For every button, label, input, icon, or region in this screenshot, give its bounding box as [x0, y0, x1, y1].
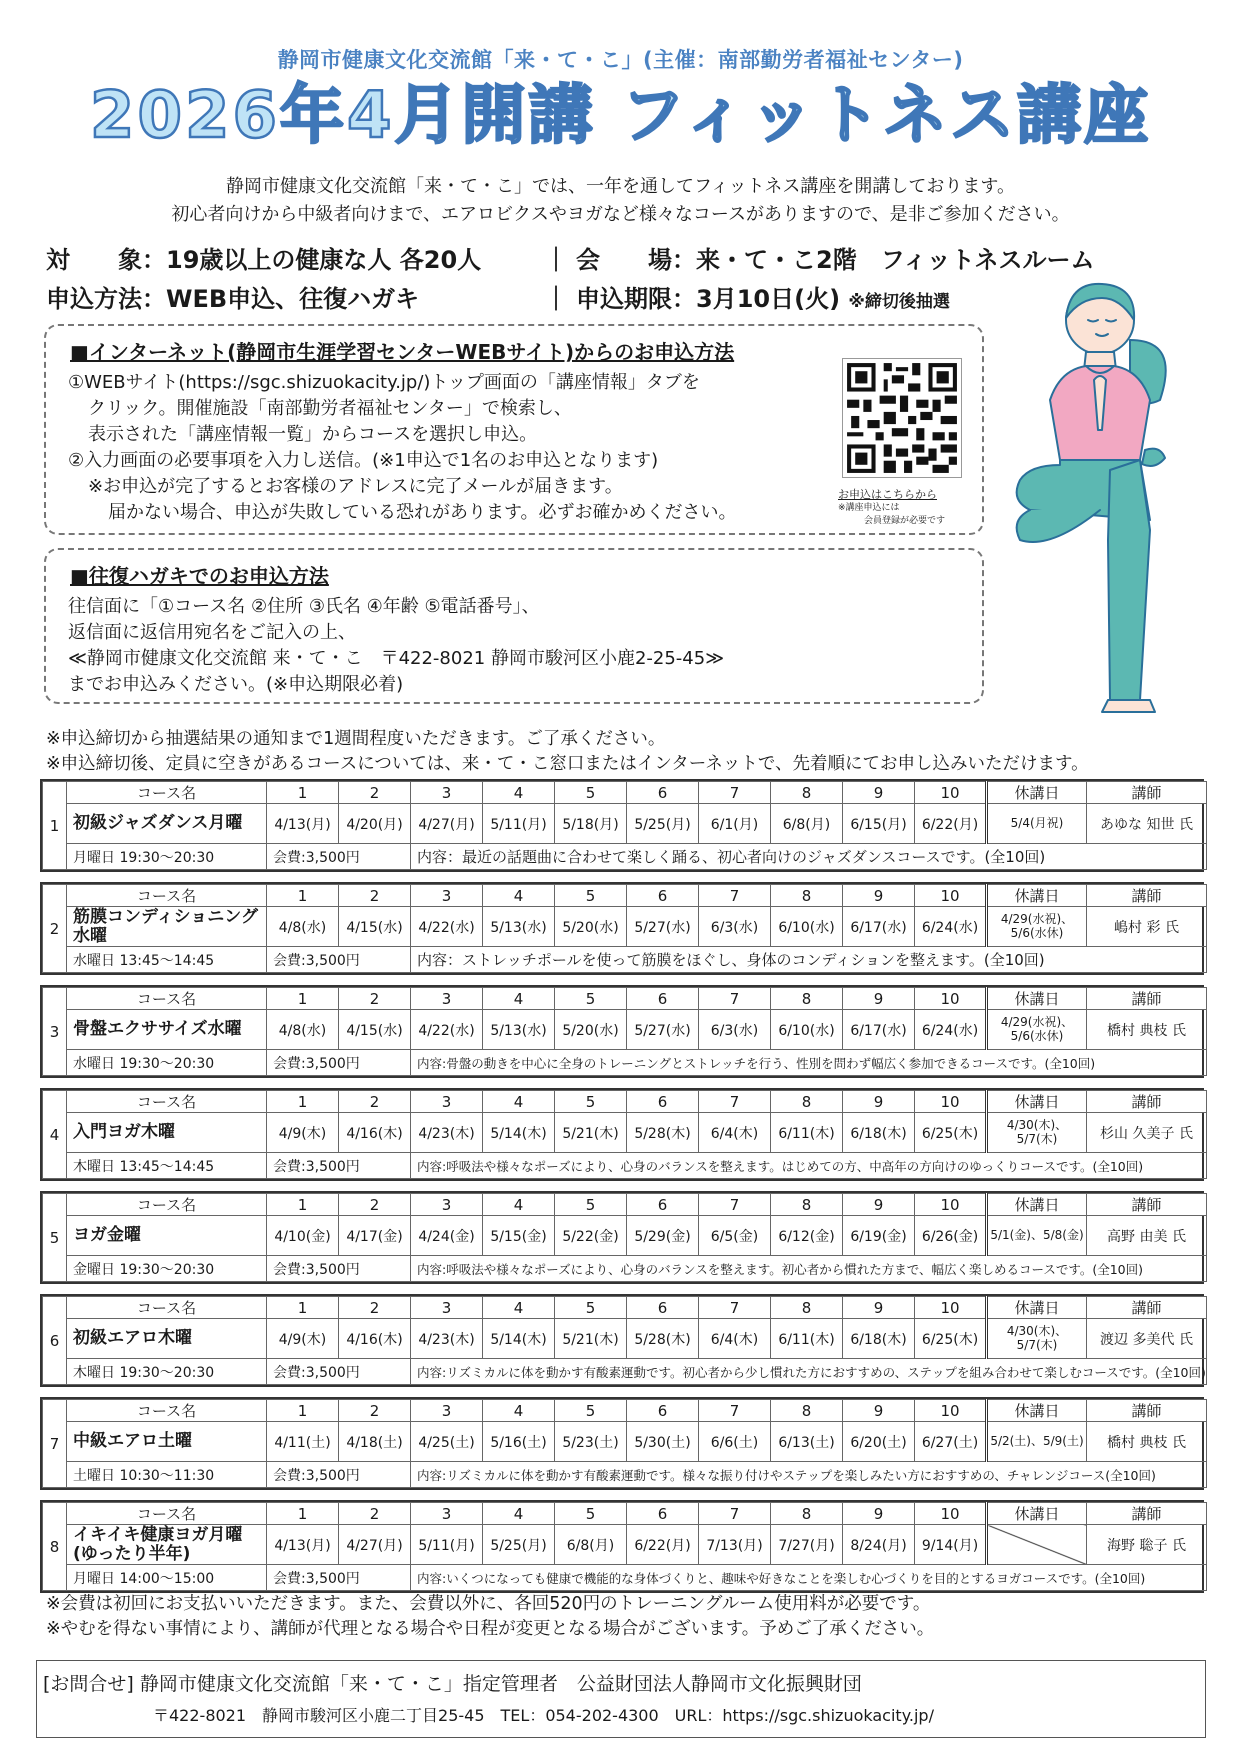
- session-header: 7: [699, 1503, 771, 1525]
- session-header: 3: [411, 1503, 483, 1525]
- holiday-dates: 4/30(木)、5/7(木): [987, 1113, 1087, 1153]
- session-header: 2: [339, 1194, 411, 1216]
- course-table: [40, 1191, 1204, 1284]
- course-content: 内容：ストレッチポールを使って筋膜をほぐし、身体のコンディションを整えます。(全10回): [411, 947, 1207, 973]
- session-header: 10: [915, 1400, 987, 1422]
- session-date: 4/23(木): [411, 1319, 483, 1359]
- course-name: ヨガ金曜: [67, 1216, 267, 1256]
- course-time: 水曜日 13:45～14:45: [67, 947, 267, 973]
- course-table: [40, 882, 1204, 975]
- session-header: 1: [267, 1503, 339, 1525]
- session-header: 6: [627, 1503, 699, 1525]
- session-header: 3: [411, 988, 483, 1010]
- session-header: 5: [555, 1194, 627, 1216]
- course-name-header: コース名: [67, 1091, 267, 1113]
- session-date: 4/15(水): [339, 1010, 411, 1050]
- session-date: 4/9(木): [267, 1319, 339, 1359]
- instructor-name: 渡辺 多美代 氏: [1087, 1319, 1207, 1359]
- internet-line: ※お申込が完了するとお客様のアドレスに完了メールが届きます。: [88, 476, 623, 497]
- course-name-header: コース名: [67, 782, 267, 804]
- session-header: 7: [699, 1400, 771, 1422]
- yoga-woman-illustration: [990, 280, 1200, 720]
- session-header: 10: [915, 1503, 987, 1525]
- postcard-box-heading: ■往復ハガキでのお申込方法: [70, 564, 329, 588]
- session-date: 6/4(木): [699, 1319, 771, 1359]
- session-header: 8: [771, 1091, 843, 1113]
- session-header: 1: [267, 988, 339, 1010]
- instructor-header: 講師: [1087, 988, 1207, 1010]
- session-date: 6/26(金): [915, 1216, 987, 1256]
- session-header: 4: [483, 1194, 555, 1216]
- course-table: [40, 985, 1204, 1078]
- course-name-header: コース名: [67, 1503, 267, 1525]
- holiday-dates: 4/29(水祝)、5/6(水休): [987, 907, 1087, 947]
- session-date: 5/25(月): [627, 804, 699, 844]
- internet-line: 表示された「講座情報一覧」からコースを選択し申込。: [88, 424, 538, 445]
- course-fee: 会費:3,500円: [267, 1565, 411, 1591]
- session-date: 9/14(月): [915, 1525, 987, 1565]
- session-header: 10: [915, 988, 987, 1010]
- session-date: 6/22(月): [627, 1525, 699, 1565]
- session-date: 4/20(月): [339, 804, 411, 844]
- course-content: 内容：最近の話題曲に合わせて楽しく踊る、初心者向けのジャズダンスコースです。(全10回): [411, 844, 1207, 870]
- instructor-header: 講師: [1087, 1297, 1207, 1319]
- instructor-name: 嶋村 彩 氏: [1087, 907, 1207, 947]
- session-date: 4/8(水): [267, 1010, 339, 1050]
- session-date: 5/14(木): [483, 1319, 555, 1359]
- session-header: 3: [411, 1400, 483, 1422]
- session-header: 5: [555, 782, 627, 804]
- holiday-header: 休講日: [987, 885, 1087, 907]
- session-header: 3: [411, 1297, 483, 1319]
- session-date: 6/3(水): [699, 1010, 771, 1050]
- session-date: 5/13(水): [483, 907, 555, 947]
- qr-code-icon[interactable]: [842, 358, 962, 478]
- session-date: 4/24(金): [411, 1216, 483, 1256]
- session-header: 5: [555, 1503, 627, 1525]
- holiday-header: 休講日: [987, 1091, 1087, 1113]
- session-date: 6/18(木): [843, 1113, 915, 1153]
- session-header: 6: [627, 1400, 699, 1422]
- session-header: 9: [843, 1503, 915, 1525]
- internet-line: ①WEBサイト(https://sgc.shizuokacity.jp/)トップ画面の「講座情報」タブを: [68, 372, 700, 393]
- session-header: 10: [915, 782, 987, 804]
- course-table: [40, 1397, 1204, 1490]
- session-header: 9: [843, 885, 915, 907]
- course-time: 月曜日 19:30～20:30: [67, 844, 267, 870]
- session-header: 8: [771, 1297, 843, 1319]
- contact-box: [36, 1660, 1206, 1738]
- session-date: 7/27(月): [771, 1525, 843, 1565]
- instructor-name: 杉山 久美子 氏: [1087, 1113, 1207, 1153]
- internet-line: 届かない場合、申込が失敗している恐れがあります。必ずお確かめください。: [108, 502, 737, 523]
- holiday-header: 休講日: [987, 1503, 1087, 1525]
- session-header: 2: [339, 782, 411, 804]
- holiday-header: 休講日: [987, 782, 1087, 804]
- session-date: 6/18(木): [843, 1319, 915, 1359]
- session-header: 1: [267, 1297, 339, 1319]
- session-date: 5/20(水): [555, 907, 627, 947]
- deadline-text: 申込期限：3月10日(火): [576, 285, 841, 313]
- session-header: 7: [699, 1194, 771, 1216]
- instructor-name: 橋村 典枝 氏: [1087, 1422, 1207, 1462]
- course-number: 2: [43, 885, 67, 973]
- session-header: 7: [699, 988, 771, 1010]
- course-name: 中級エアロ土曜: [67, 1422, 267, 1462]
- session-header: 1: [267, 1091, 339, 1113]
- session-date: 5/18(月): [555, 804, 627, 844]
- qr-note-register-2: 会員登録が必要です: [864, 516, 946, 526]
- course-name-header: コース名: [67, 1297, 267, 1319]
- postcard-application-box: [44, 548, 984, 704]
- session-header: 4: [483, 1503, 555, 1525]
- internet-application-box: [44, 324, 984, 535]
- session-date: 4/18(土): [339, 1422, 411, 1462]
- session-date: 5/21(木): [555, 1319, 627, 1359]
- session-date: 4/23(木): [411, 1113, 483, 1153]
- session-header: 5: [555, 988, 627, 1010]
- session-date: 5/28(木): [627, 1319, 699, 1359]
- session-date: 5/13(水): [483, 1010, 555, 1050]
- session-date: 6/11(木): [771, 1113, 843, 1153]
- session-date: 6/17(水): [843, 1010, 915, 1050]
- session-date: 6/17(水): [843, 907, 915, 947]
- session-header: 10: [915, 1091, 987, 1113]
- session-date: 8/24(月): [843, 1525, 915, 1565]
- session-header: 9: [843, 782, 915, 804]
- internet-box-heading: ■インターネット(静岡市生涯学習センターWEBサイト)からのお申込方法: [70, 340, 735, 364]
- session-date: 5/16(土): [483, 1422, 555, 1462]
- course-name: イキイキ健康ヨガ月曜(ゆったり半年): [67, 1525, 267, 1565]
- session-header: 1: [267, 1194, 339, 1216]
- session-date: 6/13(土): [771, 1422, 843, 1462]
- session-date: 6/5(金): [699, 1216, 771, 1256]
- instructor-header: 講師: [1087, 782, 1207, 804]
- session-date: 6/4(木): [699, 1113, 771, 1153]
- session-date: 4/17(金): [339, 1216, 411, 1256]
- course-number: 6: [43, 1297, 67, 1385]
- holiday-header: 休講日: [987, 988, 1087, 1010]
- session-date: 6/25(木): [915, 1319, 987, 1359]
- holiday-dates: 5/1(金)、5/8(金): [987, 1216, 1087, 1256]
- contact-organization: [お問合せ] 静岡市健康文化交流館「来・て・こ」指定管理者 公益財団法人静岡市文化振興財団: [43, 1673, 862, 1695]
- session-header: 10: [915, 1297, 987, 1319]
- session-date: 6/19(金): [843, 1216, 915, 1256]
- course-fee: 会費:3,500円: [267, 844, 411, 870]
- session-header: 2: [339, 1091, 411, 1113]
- course-table: [40, 779, 1204, 872]
- session-header: 5: [555, 885, 627, 907]
- session-header: 4: [483, 885, 555, 907]
- holiday-header: 休講日: [987, 1194, 1087, 1216]
- session-date: 4/15(水): [339, 907, 411, 947]
- session-header: 10: [915, 885, 987, 907]
- instructor-name: 橋村 典枝 氏: [1087, 1010, 1207, 1050]
- session-header: 1: [267, 782, 339, 804]
- session-header: 8: [771, 885, 843, 907]
- session-header: 4: [483, 988, 555, 1010]
- session-date: 4/16(木): [339, 1319, 411, 1359]
- session-date: 6/11(木): [771, 1319, 843, 1359]
- instructor-name: 高野 由美 氏: [1087, 1216, 1207, 1256]
- page-title: 2026年4月開講 フィットネス講座: [89, 79, 1152, 153]
- session-date: 5/11(月): [411, 1525, 483, 1565]
- info-separator: ｜: [544, 246, 568, 274]
- session-date: 4/16(木): [339, 1113, 411, 1153]
- session-date: 6/1(月): [699, 804, 771, 844]
- holiday-dates: 5/2(土)、5/9(土): [987, 1422, 1087, 1462]
- session-date: 7/13(月): [699, 1525, 771, 1565]
- session-date: 4/9(木): [267, 1113, 339, 1153]
- session-date: 6/12(金): [771, 1216, 843, 1256]
- session-date: 5/23(土): [555, 1422, 627, 1462]
- session-date: 5/29(金): [627, 1216, 699, 1256]
- instructor-name: 海野 聡子 氏: [1087, 1525, 1207, 1565]
- course-time: 木曜日 19:30～20:30: [67, 1359, 267, 1385]
- session-header: 1: [267, 885, 339, 907]
- session-date: 4/25(土): [411, 1422, 483, 1462]
- course-time: 木曜日 13:45～14:45: [67, 1153, 267, 1179]
- course-time: 月曜日 14:00～15:00: [67, 1565, 267, 1591]
- course-name: 筋膜コンディショニング水曜: [67, 907, 267, 947]
- deadline-info: [576, 279, 950, 314]
- session-date: 6/25(木): [915, 1113, 987, 1153]
- session-header: 4: [483, 1297, 555, 1319]
- session-header: 5: [555, 1091, 627, 1113]
- deadline-note: ※締切後抽選: [848, 292, 950, 312]
- session-date: 6/6(土): [699, 1422, 771, 1462]
- session-date: 5/25(月): [483, 1525, 555, 1565]
- session-date: 6/20(土): [843, 1422, 915, 1462]
- session-date: 5/30(土): [627, 1422, 699, 1462]
- session-header: 6: [627, 988, 699, 1010]
- session-date: 4/13(月): [267, 804, 339, 844]
- session-date: 4/22(水): [411, 1010, 483, 1050]
- course-number: 3: [43, 988, 67, 1076]
- postcard-line: までお申込みください。(※申込期限必着): [68, 674, 404, 695]
- session-date: 4/27(月): [339, 1525, 411, 1565]
- session-header: 3: [411, 1091, 483, 1113]
- vacancy-note: ※申込締切後、定員に空きがあるコースについては、来・て・こ窓口またはインターネットで、先着順にてお申し込みいただけます。: [46, 754, 1089, 774]
- course-content: 内容:呼吸法や様々なポーズにより、心身のバランスを整えます。初心者から慣れた方まで、幅広く楽しめるコースです。(全10回): [411, 1256, 1207, 1282]
- session-header: 10: [915, 1194, 987, 1216]
- session-date: 6/10(水): [771, 1010, 843, 1050]
- session-date: 6/22(月): [915, 804, 987, 844]
- course-number: 5: [43, 1194, 67, 1282]
- course-fee: 会費:3,500円: [267, 1153, 411, 1179]
- course-fee: 会費:3,500円: [267, 1359, 411, 1385]
- instructor-header: 講師: [1087, 885, 1207, 907]
- session-header: 2: [339, 1400, 411, 1422]
- holiday-dates: 5/4(月祝): [987, 804, 1087, 844]
- session-header: 9: [843, 1091, 915, 1113]
- session-header: 3: [411, 782, 483, 804]
- instructor-header: 講師: [1087, 1194, 1207, 1216]
- postcard-line: 返信面に返信用宛名をご記入の上、: [68, 622, 356, 643]
- session-date: 6/8(月): [771, 804, 843, 844]
- session-header: 2: [339, 1503, 411, 1525]
- course-name-header: コース名: [67, 988, 267, 1010]
- session-date: 5/22(金): [555, 1216, 627, 1256]
- method-info: 申込方法：WEB申込、往復ハガキ: [46, 285, 420, 313]
- qr-note-register: ※講座申込には: [838, 503, 900, 513]
- course-fee: 会費:3,500円: [267, 947, 411, 973]
- session-date: 6/8(月): [555, 1525, 627, 1565]
- session-header: 9: [843, 1297, 915, 1319]
- session-header: 6: [627, 1297, 699, 1319]
- course-name-header: コース名: [67, 885, 267, 907]
- session-date: 4/10(金): [267, 1216, 339, 1256]
- course-table: [40, 1500, 1204, 1593]
- session-date: 5/27(水): [627, 907, 699, 947]
- session-date: 5/20(水): [555, 1010, 627, 1050]
- session-header: 6: [627, 782, 699, 804]
- course-number: 1: [43, 782, 67, 870]
- session-header: 7: [699, 782, 771, 804]
- instructor-header: 講師: [1087, 1503, 1207, 1525]
- session-header: 8: [771, 1194, 843, 1216]
- course-name-header: コース名: [67, 1400, 267, 1422]
- course-table: [40, 1088, 1204, 1181]
- session-header: 3: [411, 885, 483, 907]
- session-date: 6/10(水): [771, 907, 843, 947]
- holiday-header: 休講日: [987, 1400, 1087, 1422]
- course-content: 内容:呼吸法や様々なポーズにより、心身のバランスを整えます。はじめての方、中高年の方向けのゆっくりコースです。(全10回): [411, 1153, 1207, 1179]
- course-content: 内容:リズミカルに体を動かす有酸素運動です。初心者から少し慣れた方におすすめの、ステップを組み合わせて楽しむコースです。(全10回): [411, 1359, 1207, 1385]
- session-date: 4/11(土): [267, 1422, 339, 1462]
- session-date: 6/24(水): [915, 1010, 987, 1050]
- course-number: 4: [43, 1091, 67, 1179]
- session-date: 5/28(木): [627, 1113, 699, 1153]
- session-header: 7: [699, 885, 771, 907]
- session-date: 4/22(水): [411, 907, 483, 947]
- session-date: 4/8(水): [267, 907, 339, 947]
- session-date: 5/21(木): [555, 1113, 627, 1153]
- session-header: 1: [267, 1400, 339, 1422]
- info-separator: ｜: [544, 285, 568, 313]
- course-fee: 会費:3,500円: [267, 1050, 411, 1076]
- course-name: 入門ヨガ木曜: [67, 1113, 267, 1153]
- qr-note-apply: お申込はこちらから: [838, 488, 937, 501]
- session-date: 5/15(金): [483, 1216, 555, 1256]
- contact-address: 〒422-8021 静岡市駿河区小鹿二丁目25-45 TEL：054-202-4300 URL：https://sgc.shizuokacity.jp/: [153, 1706, 934, 1725]
- session-date: 6/3(水): [699, 907, 771, 947]
- session-header: 8: [771, 1400, 843, 1422]
- session-date: 5/11(月): [483, 804, 555, 844]
- change-note: ※やむを得ない事情により、講師が代理となる場合や日程が変更となる場合がございます。予めご了承ください。: [46, 1619, 935, 1639]
- session-header: 8: [771, 988, 843, 1010]
- holiday-header: 休講日: [987, 1297, 1087, 1319]
- course-name: 骨盤エクササイズ水曜: [67, 1010, 267, 1050]
- fee-note: ※会費は初回にお支払いいただきます。また、会費以外に、各回520円のトレーニングルーム使用料が必要です。: [46, 1594, 931, 1614]
- postcard-line: 往信面に「①コース名 ②住所 ③氏名 ④年齢 ⑤電話番号」、: [68, 596, 540, 617]
- session-date: 5/14(木): [483, 1113, 555, 1153]
- session-header: 4: [483, 782, 555, 804]
- postcard-line: ≪静岡市健康文化交流館 来・て・こ 〒422-8021 静岡市駿河区小鹿2-25-45≫: [68, 648, 725, 669]
- course-time: 水曜日 19:30～20:30: [67, 1050, 267, 1076]
- holiday-dates: 4/29(水祝)、5/6(水休): [987, 1010, 1087, 1050]
- session-date: 4/13(月): [267, 1525, 339, 1565]
- course-content: 内容:いくつになっても健康で機能的な身体づくりと、趣味や好きなことを楽しむ心づくりを目的とするヨガコースです。(全10回): [411, 1565, 1207, 1591]
- session-header: 9: [843, 988, 915, 1010]
- session-date: 5/27(水): [627, 1010, 699, 1050]
- venue-info: 会 場：来・て・こ2階 フィットネスルーム: [576, 246, 1095, 274]
- session-header: 6: [627, 885, 699, 907]
- course-table: [40, 1294, 1204, 1387]
- session-header: 8: [771, 1503, 843, 1525]
- course-time: 金曜日 19:30～20:30: [67, 1256, 267, 1282]
- session-header: 9: [843, 1194, 915, 1216]
- course-time: 土曜日 10:30～11:30: [67, 1462, 267, 1488]
- session-date: 6/24(水): [915, 907, 987, 947]
- session-header: 9: [843, 1400, 915, 1422]
- session-header: 6: [627, 1091, 699, 1113]
- course-content: 内容:リズミカルに体を動かす有酸素運動です。様々な振り付けやステップを楽しみたい方におすすめの、チャレンジコース(全10回): [411, 1462, 1207, 1488]
- course-name: 初級ジャズダンス月曜: [67, 804, 267, 844]
- internet-line: ②入力画面の必要事項を入力し送信。(※1申込で1名のお申込となります): [68, 450, 659, 471]
- session-header: 7: [699, 1297, 771, 1319]
- course-number: 8: [43, 1503, 67, 1591]
- intro-text-2: 初心者向けから中級者向けまで、エアロビクスやヨガなど様々なコースがありますので、是非ご参加ください。: [171, 204, 1070, 225]
- course-fee: 会費:3,500円: [267, 1256, 411, 1282]
- course-name: 初級エアロ木曜: [67, 1319, 267, 1359]
- intro-text-1: 静岡市健康文化交流館「来・て・こ」では、一年を通してフィットネス講座を開講しております。: [226, 176, 1015, 197]
- course-content: 内容:骨盤の動きを中心に全身のトレーニングとストレッチを行う、性別を問わず幅広く参加できるコースです。(全10回): [411, 1050, 1207, 1076]
- instructor-header: 講師: [1087, 1400, 1207, 1422]
- session-header: 4: [483, 1400, 555, 1422]
- course-fee: 会費:3,500円: [267, 1462, 411, 1488]
- course-name-header: コース名: [67, 1194, 267, 1216]
- target-info: 対 象：19歳以上の健康な人 各20人: [46, 246, 482, 274]
- instructor-header: 講師: [1087, 1091, 1207, 1113]
- organizer-line: 静岡市健康文化交流館「来・て・こ」(主催：南部勤労者福祉センター): [277, 48, 964, 72]
- internet-line: クリック。開催施設「南部勤労者福祉センター」で検索し、: [88, 398, 572, 419]
- session-header: 5: [555, 1297, 627, 1319]
- session-header: 6: [627, 1194, 699, 1216]
- holiday-none: [987, 1525, 1087, 1565]
- session-date: 6/15(月): [843, 804, 915, 844]
- session-header: 2: [339, 1297, 411, 1319]
- session-header: 8: [771, 782, 843, 804]
- session-header: 4: [483, 1091, 555, 1113]
- session-header: 3: [411, 1194, 483, 1216]
- holiday-dates: 4/30(木)、5/7(木): [987, 1319, 1087, 1359]
- session-header: 7: [699, 1091, 771, 1113]
- session-header: 2: [339, 885, 411, 907]
- session-header: 2: [339, 988, 411, 1010]
- session-date: 4/27(月): [411, 804, 483, 844]
- lottery-note: ※申込締切から抽選結果の通知まで1週間程度いただきます。ご了承ください。: [46, 729, 666, 749]
- session-date: 6/27(土): [915, 1422, 987, 1462]
- session-header: 5: [555, 1400, 627, 1422]
- course-number: 7: [43, 1400, 67, 1488]
- instructor-name: あゆな 知世 氏: [1087, 804, 1207, 844]
